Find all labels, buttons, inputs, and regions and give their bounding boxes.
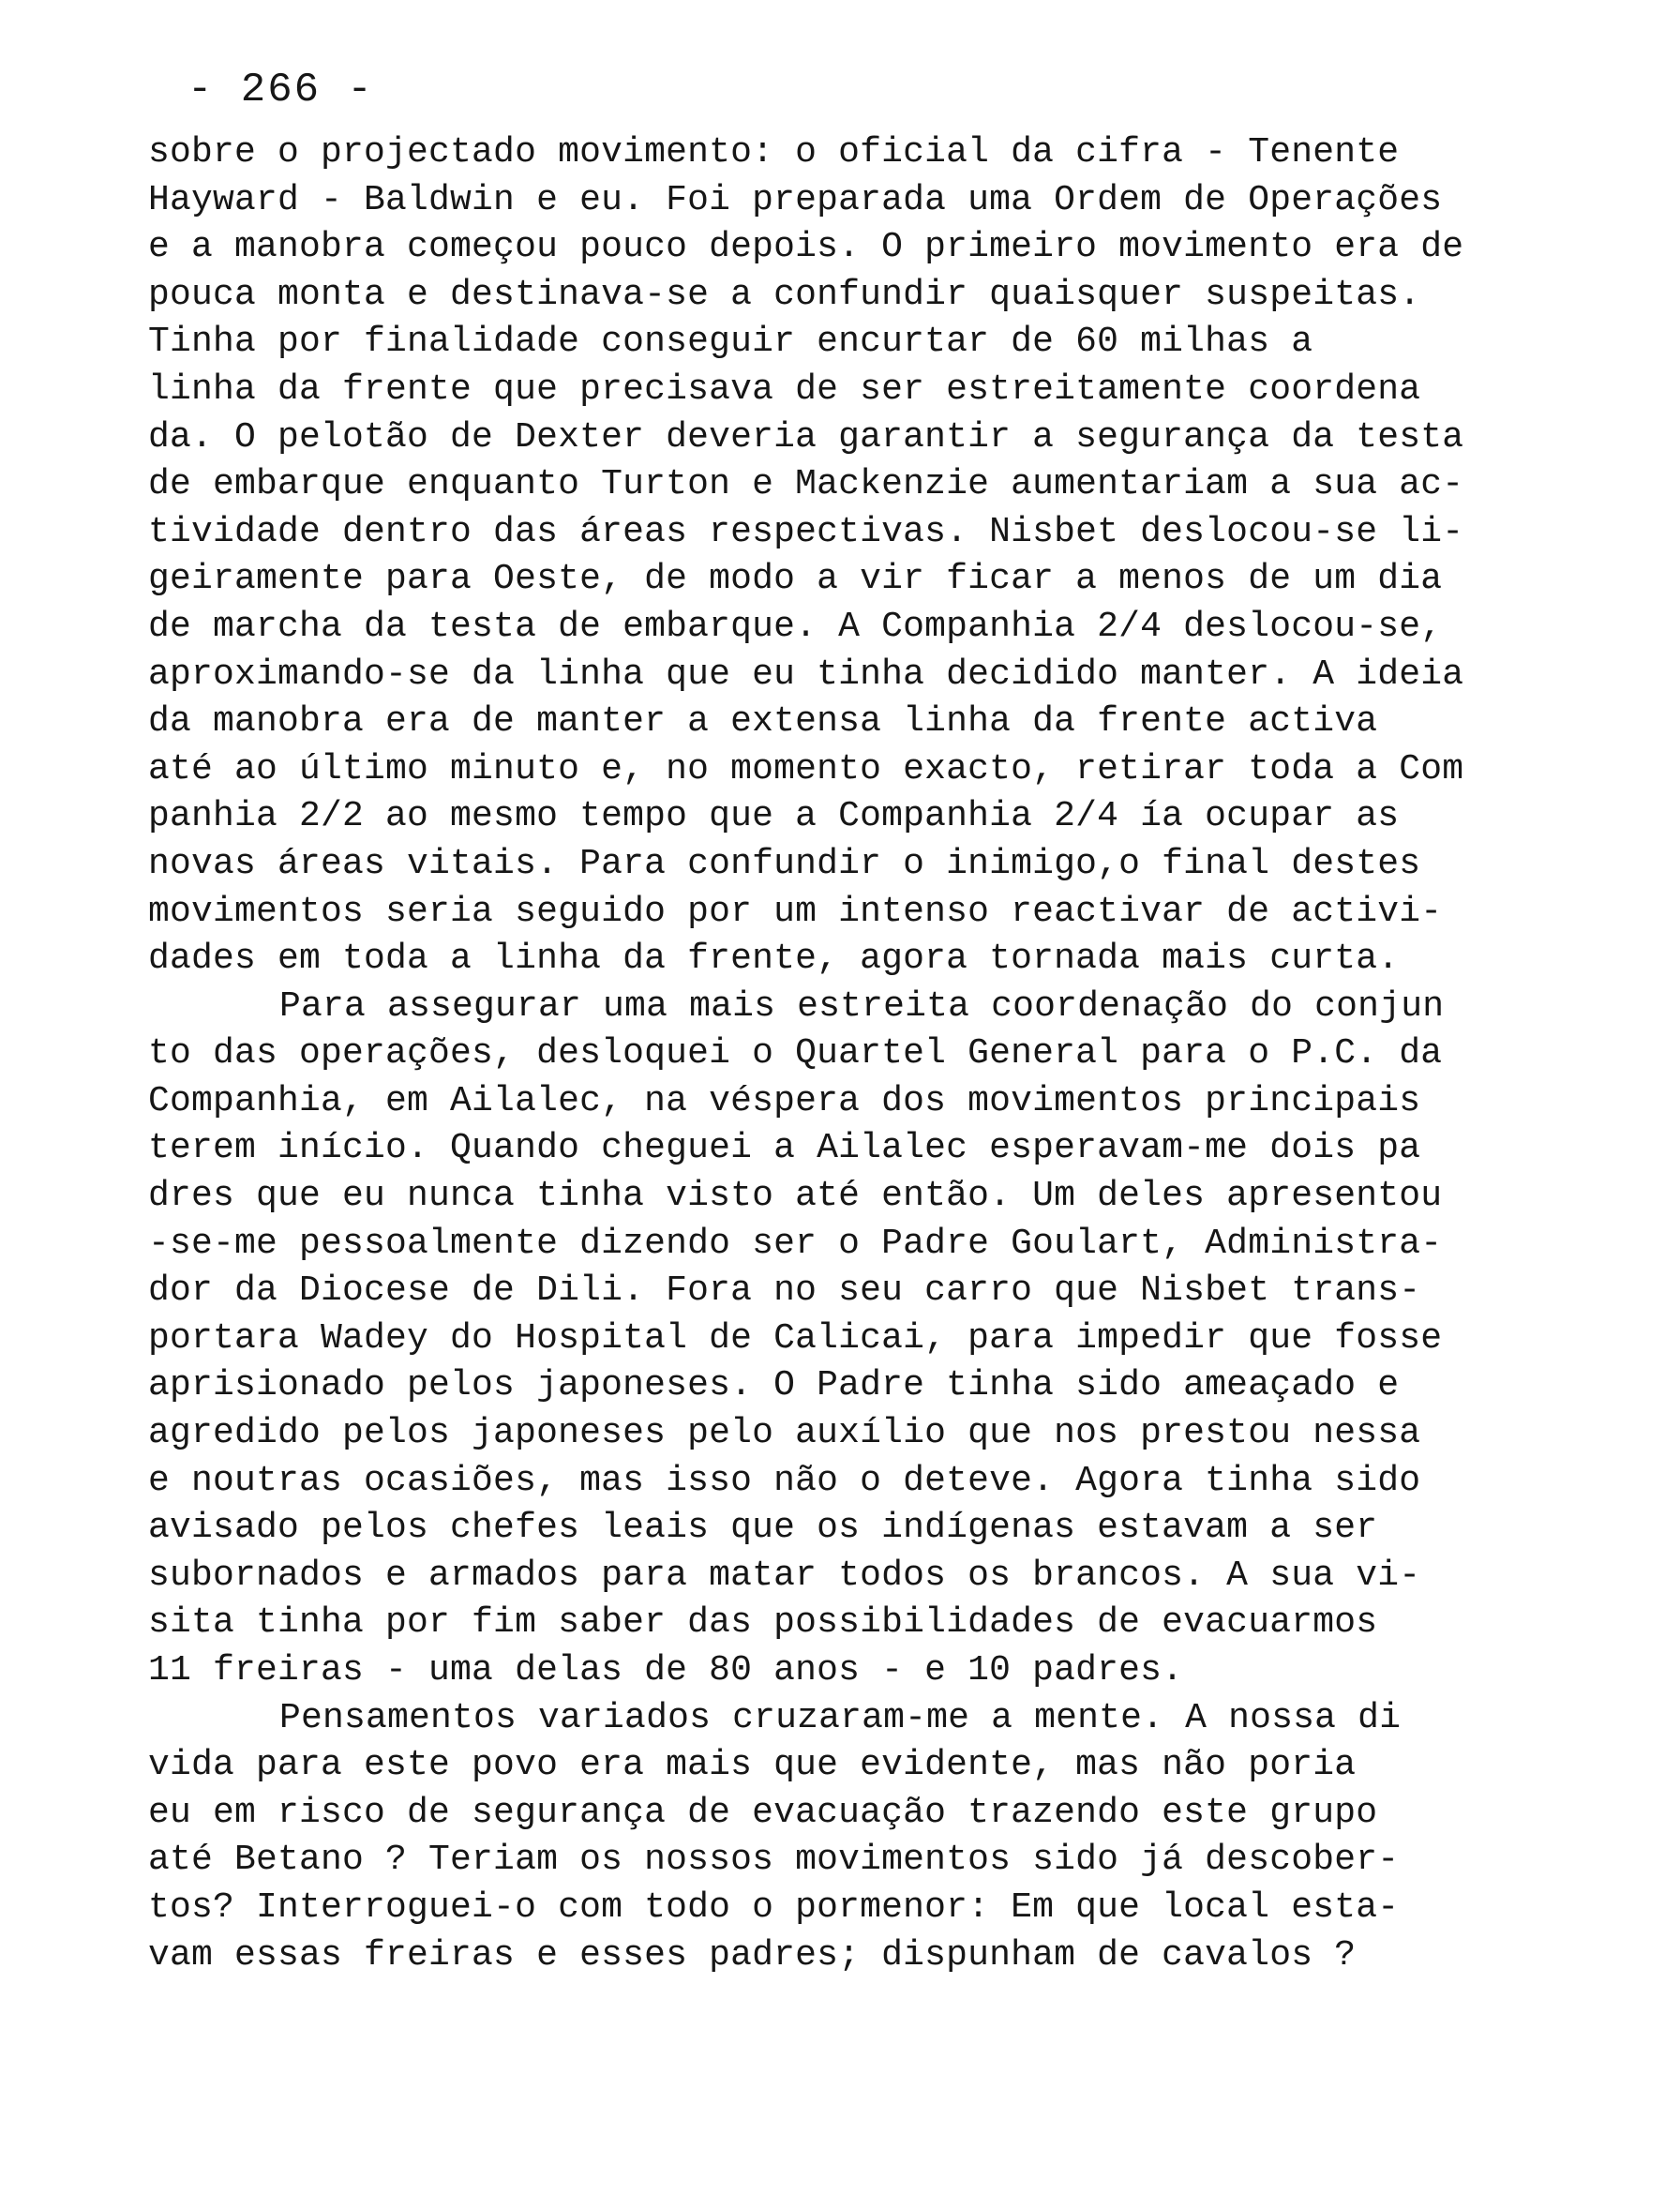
text-line: panhia 2/2 ao mesmo tempo que a Companhia 2/4 ía ocupar as bbox=[148, 796, 1400, 837]
text-line: novas áreas vitais. Para confundir o inimigo,o final destes bbox=[148, 843, 1421, 884]
text-line: movimentos seria seguido por um intenso reactivar de activi- bbox=[148, 891, 1443, 932]
text-line: tos? Interroguei-o com todo o pormenor: Em que local esta- bbox=[148, 1886, 1400, 1928]
text-line: vida para este povo era mais que evidente, mas não poria bbox=[148, 1745, 1357, 1786]
text-line: aprisionado pelos japoneses. O Padre tinha sido ameaçado e bbox=[148, 1365, 1400, 1406]
text-line: dres que eu nunca tinha visto até então. Um deles apresentou bbox=[148, 1176, 1443, 1217]
text-line: de marcha da testa de embarque. A Companhia 2/4 deslocou-se, bbox=[148, 606, 1443, 647]
text-line: até Betano ? Teriam os nossos movimentos sido já descober- bbox=[148, 1840, 1400, 1881]
text-line: geiramente para Oeste, de modo a vir ficar a menos de um dia bbox=[148, 559, 1443, 600]
text-line: e noutras ocasiões, mas isso não o deteve. Agora tinha sido bbox=[148, 1460, 1421, 1501]
paragraph-start-line: Pensamentos variados cruzaram-me a mente. A nossa di bbox=[279, 1697, 1402, 1738]
text-line: terem início. Quando cheguei a Ailalec esperavam-me dois pa bbox=[148, 1128, 1421, 1169]
page-number: - 266 - bbox=[188, 67, 374, 113]
text-line: vam essas freiras e esses padres; dispunham de cavalos ? bbox=[148, 1934, 1357, 1976]
text-line: linha da frente que precisava de ser estreitamente coordena bbox=[148, 368, 1421, 410]
body-text bbox=[148, 129, 1611, 1979]
text-line: Companhia, em Ailalec, na véspera dos movimentos principais bbox=[148, 1080, 1421, 1121]
text-line: aproximando-se da linha que eu tinha decidido manter. A ideia bbox=[148, 654, 1464, 695]
text-line: tividade dentro das áreas respectivas. Nisbet deslocou-se li- bbox=[148, 511, 1464, 552]
text-line: agredido pelos japoneses pelo auxílio que nos prestou nessa bbox=[148, 1413, 1421, 1454]
text-line: e a manobra começou pouco depois. O primeiro movimento era de bbox=[148, 227, 1464, 268]
text-line: to das operações, desloquei o Quartel General para o P.C. da bbox=[148, 1033, 1443, 1074]
text-line: dades em toda a linha da frente, agora tornada mais curta. bbox=[148, 939, 1400, 980]
text-line: Hayward - Baldwin e eu. Foi preparada uma Ordem de Operações bbox=[148, 179, 1443, 220]
text-line: até ao último minuto e, no momento exacto, retirar toda a Com bbox=[148, 748, 1464, 789]
text-line: sita tinha por fim saber das possibilidades de evacuarmos bbox=[148, 1602, 1378, 1644]
text-line: da. O pelotão de Dexter deveria garantir a segurança da testa bbox=[148, 416, 1464, 458]
text-line: Tinha por finalidade conseguir encurtar de 60 milhas a bbox=[148, 322, 1313, 363]
text-line: -se-me pessoalmente dizendo ser o Padre Goulart, Administra- bbox=[148, 1223, 1443, 1264]
text-line: portara Wadey do Hospital de Calicai, para impedir que fosse bbox=[148, 1317, 1443, 1359]
text-line: pouca monta e destinava-se a confundir quaisquer suspeitas. bbox=[148, 274, 1421, 315]
paragraph-start-line: Para assegurar uma mais estreita coordenação do conjun bbox=[279, 985, 1445, 1027]
text-line: de embarque enquanto Turton e Mackenzie aumentariam a sua ac- bbox=[148, 464, 1464, 505]
text-line: da manobra era de manter a extensa linha da frente activa bbox=[148, 701, 1378, 743]
text-line: dor da Diocese de Dili. Fora no seu carro que Nisbet trans- bbox=[148, 1270, 1421, 1312]
text-line: subornados e armados para matar todos os brancos. A sua vi- bbox=[148, 1555, 1421, 1596]
text-line: eu em risco de segurança de evacuação trazendo este grupo bbox=[148, 1792, 1378, 1833]
text-line: sobre o projectado movimento: o oficial da cifra - Tenente bbox=[148, 132, 1400, 173]
text-line: 11 freiras - uma delas de 80 anos - e 10 padres. bbox=[148, 1650, 1184, 1691]
text-line: avisado pelos chefes leais que os indígenas estavam a ser bbox=[148, 1508, 1378, 1549]
